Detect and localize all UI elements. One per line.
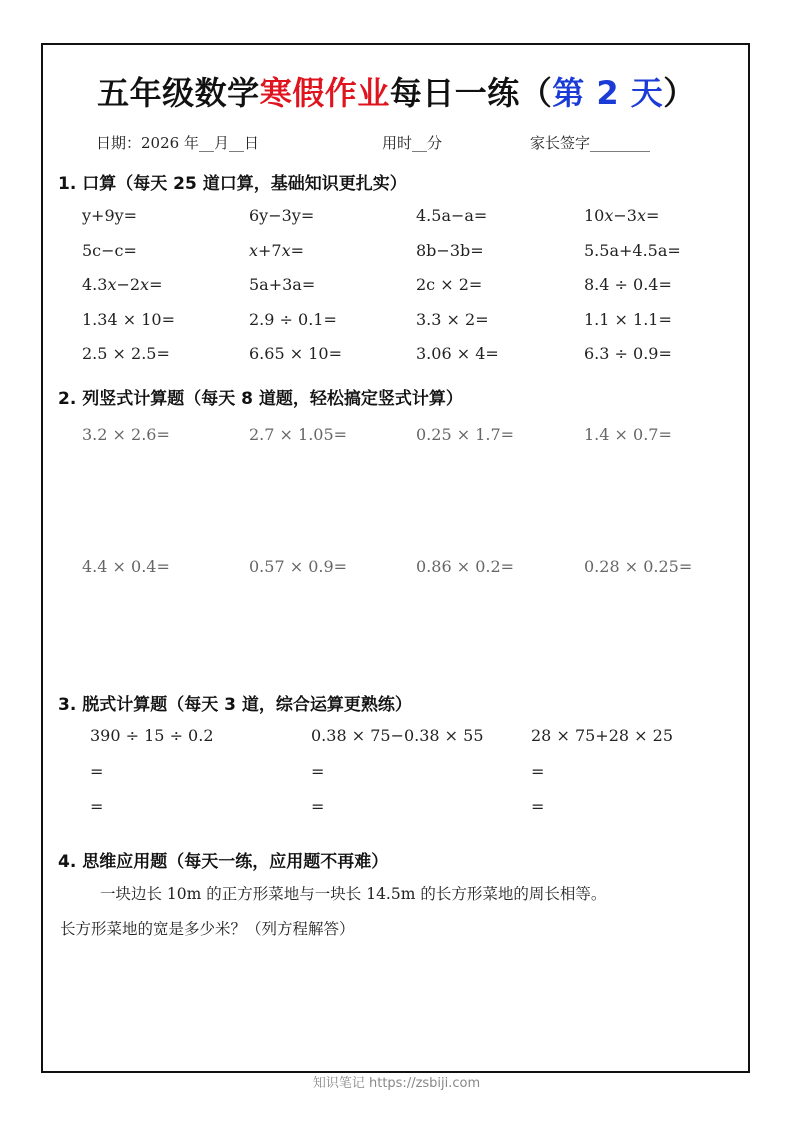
oral-item: 8.4 ÷ 0.4= (584, 275, 672, 294)
title-day: 第 2 天 (552, 74, 664, 112)
word-problem-line-2: 长方形菜地的宽是多少米？（列方程解答） (60, 920, 355, 938)
stepwise-step: = (531, 762, 545, 781)
oral-item: 6.3 ÷ 0.9= (584, 344, 672, 363)
section-heading-oral: 1. 口算（每天 25 道口算，基础知识更扎实） (58, 174, 407, 194)
oral-item: 5.5a+4.5a= (584, 241, 681, 260)
date-field: 日期：2026 年__月__日 (96, 134, 259, 152)
oral-item: 𝑥+7𝑥= (249, 241, 305, 260)
title-text-highlight: 寒假作业 (259, 74, 390, 112)
oral-item: 3.3 × 2= (416, 310, 489, 329)
word-problem-line-1: 一块边长 10m 的正方形菜地与一块长 14.5m 的长方形菜地的周长相等。 (100, 885, 607, 903)
oral-item: 4.5a−a= (416, 206, 488, 225)
page-title (0, 68, 793, 114)
stepwise-step: = (311, 762, 325, 781)
stepwise-step: = (311, 797, 325, 816)
oral-item: 4.3𝑥−2𝑥= (82, 275, 163, 294)
vertical-item: 0.25 × 1.7= (416, 425, 515, 444)
vertical-item: 0.57 × 0.9= (249, 557, 348, 576)
title-paren-open: （ (519, 74, 553, 112)
title-text-1: 五年级数学 (97, 74, 260, 112)
stepwise-expression: 0.38 × 75−0.38 × 55 (311, 726, 484, 745)
oral-item: 2.9 ÷ 0.1= (249, 310, 337, 329)
stepwise-step: = (531, 797, 545, 816)
stepwise-expression: 28 × 75+28 × 25 (531, 726, 673, 745)
section-heading-word-problem: 4. 思维应用题（每天一练，应用题不再难） (58, 852, 389, 872)
oral-item: 5c−c= (82, 241, 137, 260)
oral-item: 2.5 × 2.5= (82, 344, 170, 363)
vertical-item: 3.2 × 2.6= (82, 425, 170, 444)
oral-item: 2c × 2= (416, 275, 483, 294)
vertical-item: 0.86 × 0.2= (416, 557, 515, 576)
stepwise-expression: 390 ÷ 15 ÷ 0.2 (90, 726, 214, 745)
parent-sign-field: 家长签字________ (530, 134, 651, 152)
oral-item: 6.65 × 10= (249, 344, 342, 363)
oral-item: 8b−3b= (416, 241, 484, 260)
oral-item: 10𝑥−3𝑥= (584, 206, 660, 225)
time-field: 用时__分 (382, 134, 443, 152)
oral-item: 3.06 × 4= (416, 344, 499, 363)
stepwise-step: = (90, 797, 104, 816)
section-heading-vertical: 2. 列竖式计算题（每天 8 道题，轻松搞定竖式计算） (58, 389, 463, 409)
vertical-item: 2.7 × 1.05= (249, 425, 348, 444)
oral-item: y+9y= (82, 206, 138, 225)
oral-item: 1.1 × 1.1= (584, 310, 672, 329)
vertical-item: 1.4 × 0.7= (584, 425, 672, 444)
oral-item: 6y−3y= (249, 206, 315, 225)
section-heading-stepwise: 3. 脱式计算题（每天 3 道，综合运算更熟练） (58, 695, 412, 715)
title-paren-close: ） (663, 74, 696, 112)
stepwise-step: = (90, 762, 104, 781)
vertical-item: 0.28 × 0.25= (584, 557, 693, 576)
footer-watermark: 知识笔记 https://zsbiji.com (312, 1076, 481, 1091)
oral-item: 1.34 × 10= (82, 310, 175, 329)
oral-item: 5a+3a= (249, 275, 316, 294)
vertical-item: 4.4 × 0.4= (82, 557, 170, 576)
title-text-3: 每日一练 (389, 74, 520, 112)
